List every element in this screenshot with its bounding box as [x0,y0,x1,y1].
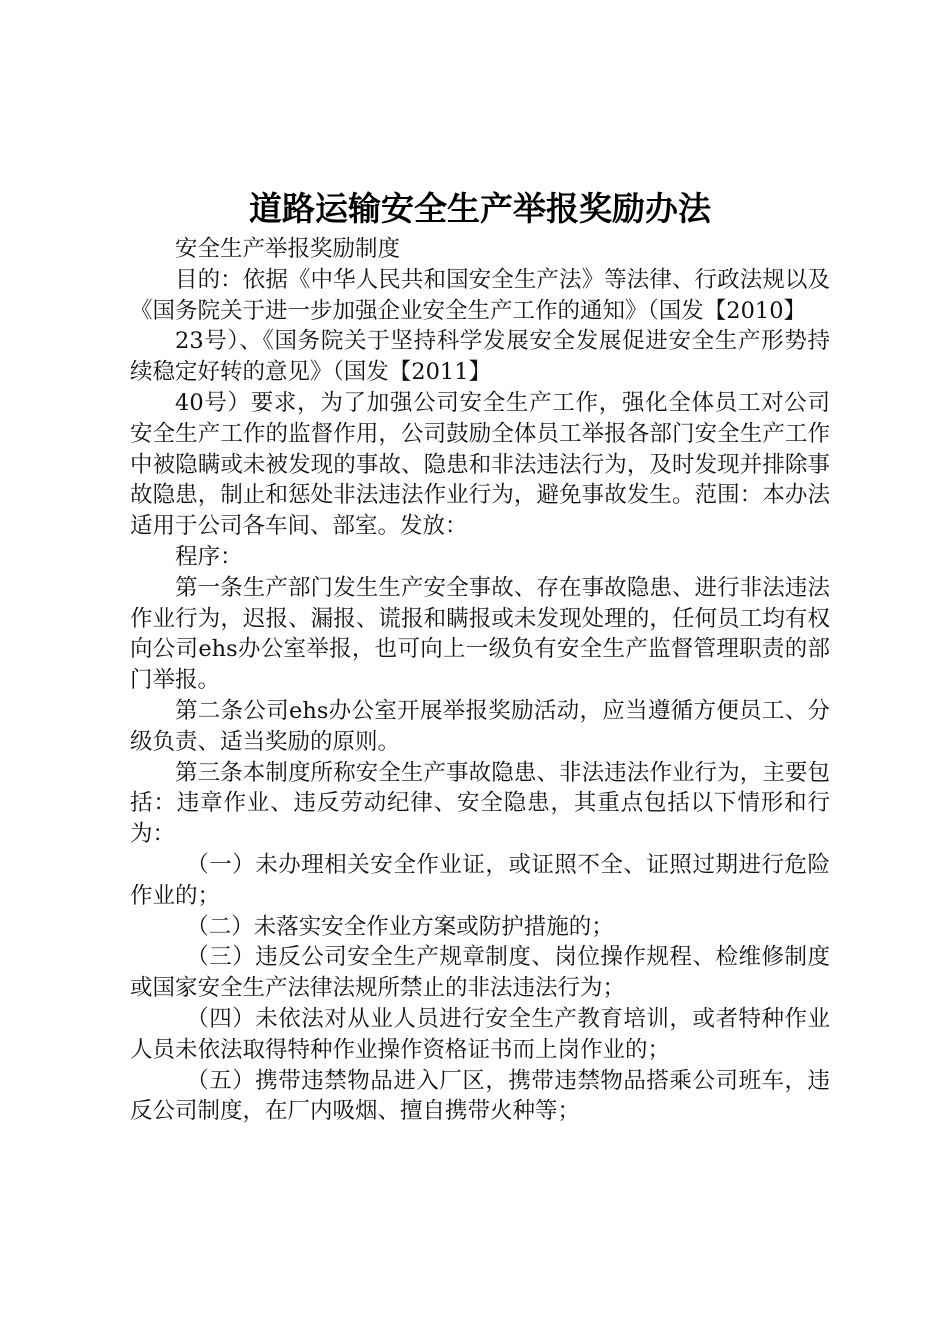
document-body [130,186,830,1127]
paragraph-article-2: 第二条公司ehs办公室开展举报奖励活动，应当遵循方便员工、分级负责、适当奖励的原则。 [130,697,830,755]
paragraph-purpose: 目的：依据《中华人民共和国安全生产法》等法律、行政法规以及《国务院关于进一步加强企业安全生产工作的通知》（国发【2010】 [130,266,830,324]
paragraph-procedure-heading: 程序： [175,543,243,570]
paragraph-article-3: 第三条本制度所称安全生产事故隐患、非法违法作业行为，主要包括：违章作业、违反劳动纪律、安全隐患，其重点包括以下情形和行为： [130,759,830,848]
paragraph-purpose-scope: 40号）要求，为了加强公司安全生产工作，强化全体员工对公司安全生产工作的监督作用，公司鼓励全体员工举报各部门安全生产工作中被隐瞒或未被发现的事故、隐患和非法违法行为，及时发现并排除事故隐患，制止和惩处非法违法作业行为，避免事故发生。范围：本办法适用于公司各车间、部室。发放： [130,389,830,540]
list-item-1: （一）未办理相关安全作业证，或证照不全、证照过期进行危险作业的； [130,851,830,909]
document-title: 道路运输安全生产举报奖励办法 [249,189,711,228]
paragraph-purpose-continued: 23号）、《国务院关于坚持科学发展安全发展促进安全生产形势持续稳定好转的意见》（国发【2011】 [130,328,830,386]
paragraph-article-1: 第一条生产部门发生生产安全事故、存在事故隐患、进行非法违法作业行为，迟报、漏报、谎报和瞒报或未发现处理的，任何员工均有权向公司ehs办公室举报，也可向上一级负有安全生产监督管理职责的部门举报。 [130,574,830,694]
list-item-3: （三）违反公司安全生产规章制度、岗位操作规程、检维修制度或国家安全生产法律法规所禁止的非法违法行为； [130,944,830,1002]
section-heading: 安全生产举报奖励制度 [175,236,401,262]
list-item-4: （四）未依法对从业人员进行安全生产教育培训，或者特种作业人员未依法取得特种作业操作资格证书而上岗作业的； [130,1005,830,1063]
list-item-5: （五）携带违禁物品进入厂区，携带违禁物品搭乘公司班车，违反公司制度，在厂内吸烟、擅自携带火种等； [130,1067,830,1125]
list-item-2: （二）未落实安全作业方案或防护措施的； [186,913,614,940]
